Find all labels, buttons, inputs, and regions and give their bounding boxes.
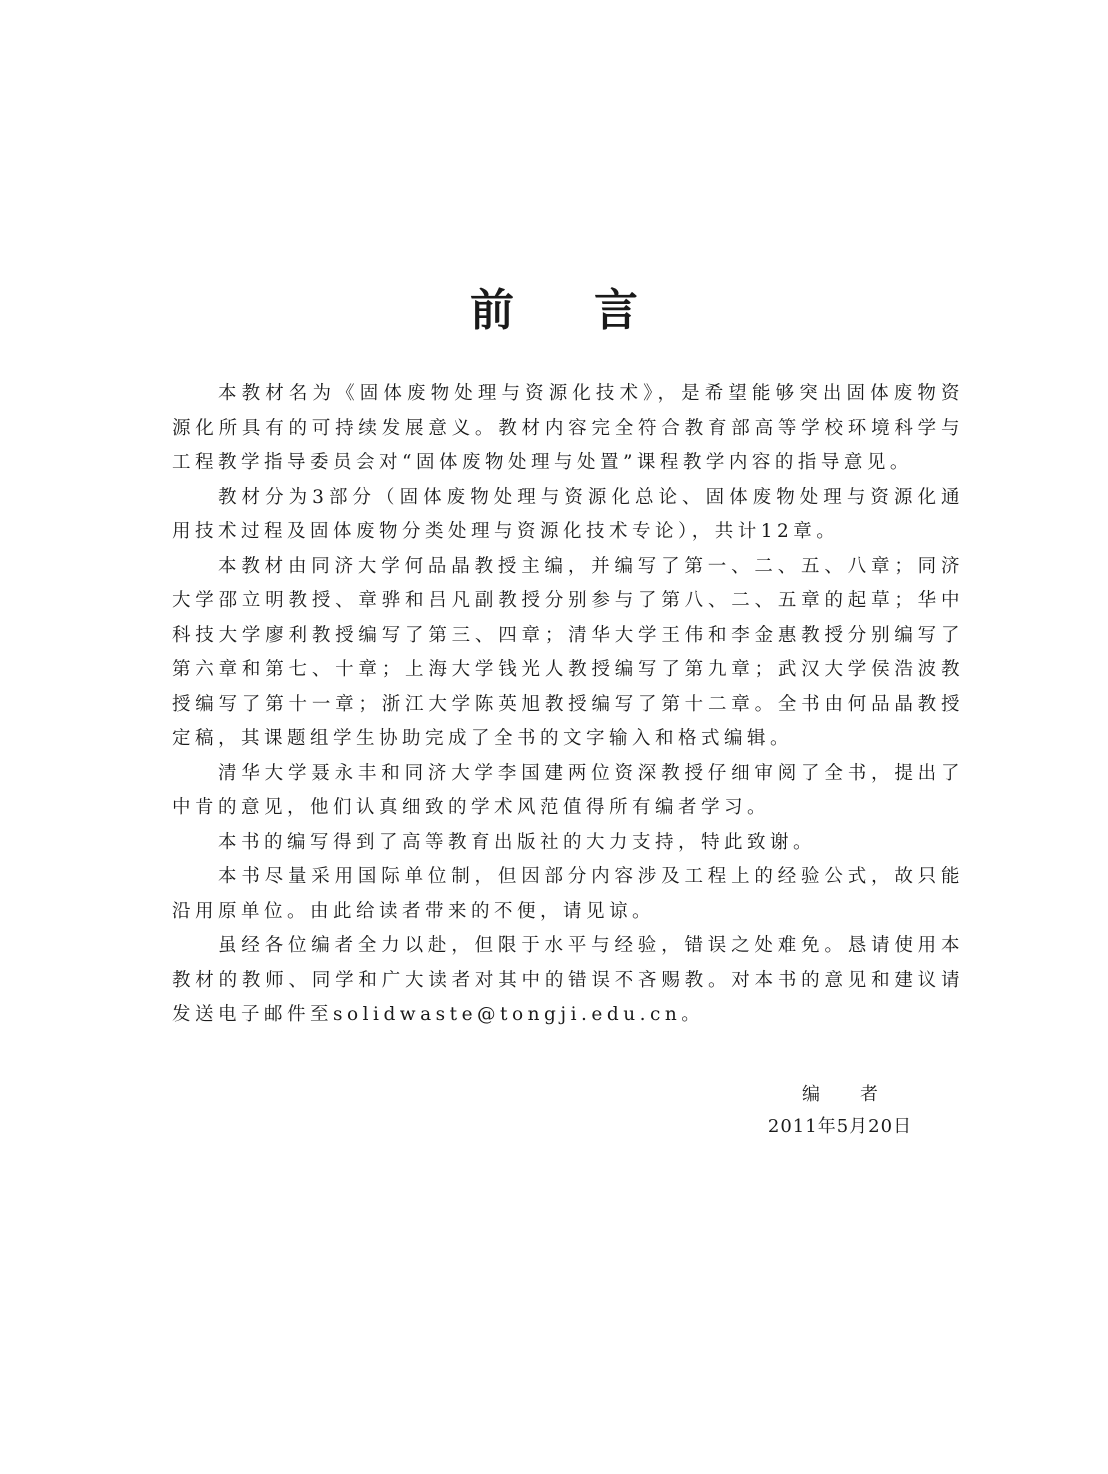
signature-date: 2011年5月20日: [767, 1116, 913, 1137]
preface-body: [172, 377, 964, 1033]
page-title: 前言: [470, 285, 718, 337]
paragraph: 本教材由同济大学何品晶教授主编，并编写了第一、二、五、八章；同济大学邵立明教授、章骅和吕凡副教授分别参与了第八、二、五章的起草；华中科技大学廖利教授编写了第三、四章；清华大学王伟和李金惠教授分别编写了第六章和第七、十章；上海大学钱光人教授编写了第九章；武汉大学侯浩波教授编写了第十一章；浙江大学陈英旭教授编写了第十二章。全书由何品晶教授定稿，其课题组学生协助完成了全书的文字输入和格式编辑。: [172, 555, 964, 749]
paragraph: 虽经各位编者全力以赴，但限于水平与经验，错误之处难免。恳请使用本教材的教师、同学和广大读者对其中的错误不吝赐教。对本书的意见和建议请发送电子邮件至solidwaste@tongji.edu.cn。: [172, 935, 964, 1025]
paragraph: 教材分为3部分（固体废物处理与资源化总论、固体废物处理与资源化通用技术过程及固体废物分类处理与资源化技术专论），共计12章。: [172, 486, 964, 542]
paragraph: 本书的编写得到了高等教育出版社的大力支持，特此致谢。: [218, 831, 817, 853]
signature-block: [740, 1080, 940, 1142]
signature-author: 编者: [802, 1084, 918, 1105]
paragraph: 清华大学聂永丰和同济大学李国建两位资深教授仔细审阅了全书，提出了中肯的意见，他们认真细致的学术风范值得所有编者学习。: [172, 762, 964, 818]
paragraph: 本书尽量采用国际单位制，但因部分内容涉及工程上的经验公式，故只能沿用原单位。由此给读者带来的不便，请见谅。: [172, 866, 964, 922]
paragraph: 本教材名为《固体废物处理与资源化技术》，是希望能够突出固体废物资源化所具有的可持续发展意义。教材内容完全符合教育部高等学校环境科学与工程教学指导委员会对“固体废物处理与处置”课程教学内容的指导意见。: [172, 383, 964, 473]
